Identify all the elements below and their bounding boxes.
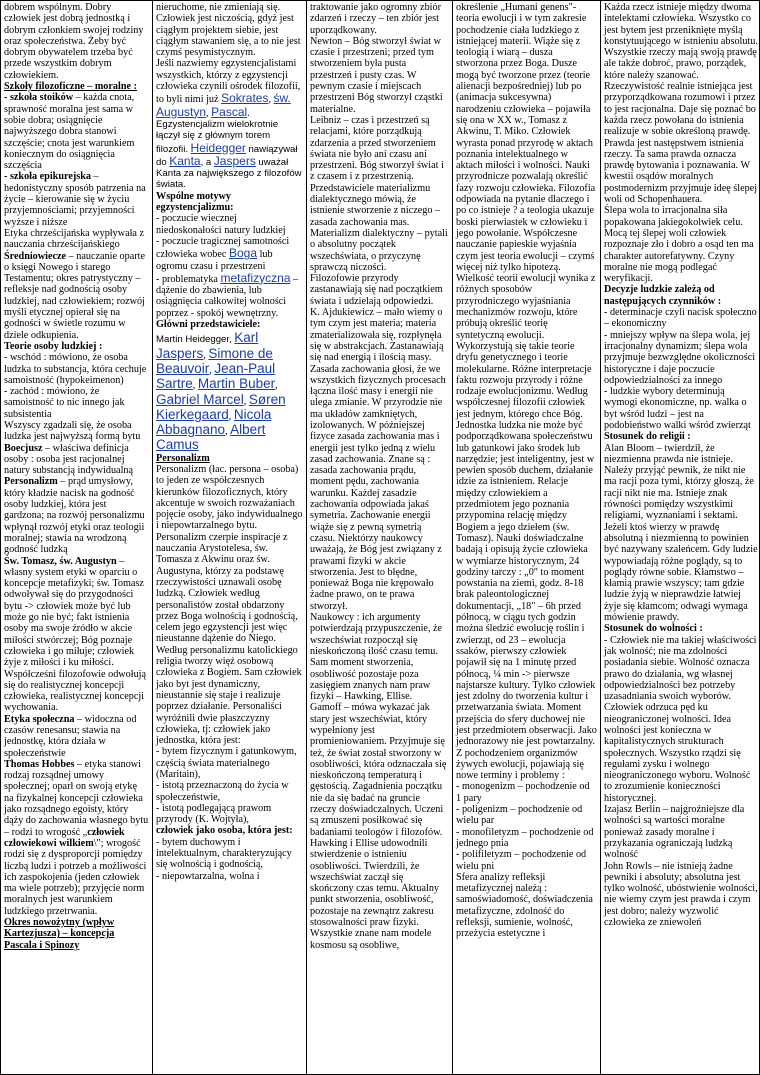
paragraph: Średniowiecze – nauczanie oparte o księgi Nowego i starego Testamentu; okres patrystyczny – refleksje nad godnością osoby ludzkiej, nad człowiekiem; rozwój myśli etycznej opierał się na godności w świetle rozumu w dziele odkupienia.	[4, 250, 145, 341]
column-5	[601, 1, 760, 1074]
paragraph: - ludzkie wybory determinują wymogi ekonomiczne, np. walka o byt wśród ludzi – jest na podobieństwo walki wśród zwierząt	[604, 386, 751, 431]
link-augustyn[interactable]: św. Augustyn	[156, 91, 291, 119]
paragraph: Jeśli nazwiemy egzystencjalistami wszystkich, którzy z egzystencji człowieka czynili ośrodek filozofii, to byli nimi już Sokrates, św. Augustyn, Pascal. Egzystencjalizm wielokrotnie łączył się z głównym torem filozofii. Heidegger nawiązywał do Kanta, a Jaspers uważał Kanta za największego z filozofów świata.	[156, 58, 302, 191]
paragraph: - wschód : mówiono, że osoba ludzka to substancja, która cechuje samoistność (hypokeimenon)	[4, 352, 147, 386]
link-kanta[interactable]: Kanta	[169, 153, 201, 168]
paragraph: Św. Tomasz, św. Augustyn – własny system etyki w oparciu o koncepcje metafizyki; św. Tomasz odwoływał się do przygodności bytu -> człowiek może być lub może go nie być; fakt istnienia osoby ma swoje źródło w akcie miłości stwórczej; Bóg poznaje człowieka i go miłuje; człowiek żyje z miłości i ku miłości.	[4, 555, 144, 669]
paragraph: Rzeczywistość realnie istniejąca jest przyporządkowana rozumowi i przez to jest racjonalna. Daje się poznać bo każda rzecz powołana do istnienia realizuje w sobie określoną prawdę.	[604, 81, 756, 138]
paragraph: Sfera analizy refleksji metafizycznej należą : samoświadomość, doświadczenia metafizyczne, zdolność do refleksji, sumienie, wolność, przeżycia estetyczne i	[456, 871, 593, 940]
link-heidegger[interactable]: Heidegger	[190, 140, 246, 155]
link-marcel[interactable]: Gabriel Marcel	[156, 391, 244, 407]
paragraph-text: – hedonistyczny sposób patrzenia na życie – kierowanie się w życiu przyjemnościami; przyjemności wyższe i niższe	[4, 171, 146, 228]
paragraph: Martin Heidegger, Karl Jaspers, Simone de Beauvoir, Jean-Paul Sartre, Martin Buber, Gabriel Marcel, Søren Kierkegaard, Nicola Abbagnano, Albert Camus	[156, 330, 286, 453]
paragraph: nieruchome, nie zmieniają się. Człowiek jest niczością, gdyż jest ciągłym projektem siebie, jest ciągłym stawaniem się, a to nie jest czymś pesymistycznym.	[156, 2, 301, 59]
link-buber[interactable]: Martin Buber	[197, 376, 276, 392]
paragraph: Newton – Bóg stworzył świat w czasie i przestrzeni; przed tym stworzeniem była pusta przestrzeń i pusty czas. W pewnym czasie i miejscach przestrzeni Bóg stworzył cząstki materialne.	[310, 35, 443, 115]
link-karl-jaspers[interactable]: Karl Jaspers	[156, 330, 259, 361]
paragraph: Gamoff – mówa wykazać jak stary jest wszechświat, który wypełniony jest promieniowaniem. Przyjmuje się też, że świat został stworzony w osobliwości, która odznaczała się nieskończoną temperaturą i gęstością. Zagadnienia początku nie da się badać na gruncie rzeczy doświadczalnych. Uczeni są zmuszeni posiłkować się badaniami teologów i filozofów.	[310, 702, 447, 838]
link-abbagnano[interactable]: Nicola Abbagnano	[156, 406, 272, 438]
paragraph: Każda rzecz istnieje między dwoma intelektami człowieka. Wszystko co jest bytem jest przeniknięte myślą konstytuującego w istnieniu absolutu. Wszystkie rzeczy mają swoją prawdę ale także dobroć, prawo, porządek, które należy szanować.	[604, 2, 758, 81]
paragraph: - zachód : mówiono, że samoistność to nic innego jak subsistentia	[4, 386, 125, 420]
paragraph: - poczucie wiecznej niedoskonałości natury ludzkiej	[156, 213, 286, 236]
paragraph: - Człowiek nie ma takiej właściwości jak wolność; nie ma zdolności posiadania siebie. Wolność oznacza prawo do działania, wg własnej odpowiedzialności bez potrzeby uzasadniania swoich wyborów. Człowiek odrzuca pęd ku nieograniczonej wolności. Idea wolności jest konieczna w kapitalistycznych strukturach społecznych. Wszystko rządzi się regułami zysku i wolnego nieograniczonego wyboru. Wolność to zrozumienie konieczności historycznej.	[604, 634, 757, 804]
paragraph: - polifiletyzm – pochodzenie od wielu pni	[456, 849, 587, 872]
paragraph: Z pochodzeniem organizmów żywych ewolucji, pojawiają się nowe terminy i problemy :	[456, 747, 584, 782]
paragraph: - problematyka metafizyczna – dążenie do zbawienia, lub osiągnięcia całkowitej wolności poprzez - spokój wewnętrzny.	[156, 270, 299, 319]
paragraph: Etyka społeczna – widoczna od czasów renesansu; stawia na jednostkę, która działa w społeczeństwie	[4, 713, 137, 759]
paragraph: Hawking i Ellise udowodnili stwierdzenie o istnieniu osobliwości. Twierdzili, że wszechświat zaczął się skończony czas temu. Aktualny punkt stworzenia, osobliwość, pozostaje na zewnątrz zakresu stosowalności praw fizyki. Wszystkie znane nam modele kosmosu są osobliwe,	[310, 837, 440, 951]
paragraph: Filozofowie przyrody zastanawiają się nad początkiem świata i udzielają odpowiedzi.	[310, 273, 443, 307]
paragraph: - istotą podlegającą prawom przyrody (K. Wojtyła),	[156, 802, 272, 826]
paragraph: John Rowls – nie istnieją żadne pewniki i absoluty; absolutna jest tylko wolność, ubóstwienie wolności, nie wiemy czym jest prawda i czym jest dobro; należy wyzwolić człowieka ze zniewoleń	[604, 860, 758, 929]
paragraph: Thomas Hobbes – etyka stanowi rodzaj rozsądnej umowy społecznej; oparł on swoją etykę na fizykalnej koncepcji człowieka jako rozsądnego egoisty, który dąży do zachowania własnego bytu – rodzi to wrogość „człowiek człowiekowi wilkiem\"; wrogość rodzi się z dysproporcji pomiędzy liczbą ludzi i potrzeb a możliwości ich zaspokojenia (jeden człowiek ma wiele potrzeb); przyjęcie norm moralnych jest warunkiem ludzkiego przetrwania.	[4, 758, 149, 917]
paragraph: - istotą przeznaczoną do życia w społeczeństwie,	[156, 780, 289, 803]
link-jaspers[interactable]: Jaspers	[213, 153, 256, 168]
section-heading: Główni przedstawiciele:	[156, 319, 261, 331]
section-heading: Decyzje ludzkie zależą od następujących czynników :	[604, 284, 722, 307]
paragraph: Personalizm – prąd umysłowy, który kładzie nacisk na godność osoby ludzkiej, która jest gardzona; na rozwój personalizmu wpłynął rozwój etyki oraz teologii moralnej; stawia na wrodzoną godność ludzką	[4, 476, 145, 556]
section-heading: Szkoły filozoficzne – moralne :	[4, 81, 137, 93]
paragraph: Naukowcy : ich argumenty potwierdzają przypuszczenie, że wszechświat rozpoczął się nieskończoną ilość czasu temu. Sam moment stworzenia, osobliwość pozostaje poza zasięgiem znanych nam praw fizyki – Hawking, Ellise.	[310, 612, 443, 703]
link-camus[interactable]: Albert Camus	[156, 422, 266, 453]
link-metafizyczna[interactable]: metafizyczna	[220, 270, 291, 285]
paragraph: - determinacje czyli nacisk społeczno – ekonomiczny	[604, 307, 757, 330]
paragraph: - monofiletyzm – pochodzenie od jednego pnia	[456, 826, 594, 849]
paragraph: - poligenizm – pochodzenie od wielu par	[456, 804, 583, 827]
link-kierkegaard[interactable]: Søren Kierkegaard	[156, 391, 286, 422]
paragraph: - bytem fizycznym i gatunkowym, częścią świata materialnego (Maritain),	[156, 746, 297, 780]
column-4	[453, 1, 601, 1074]
paragraph: - poczucie tragicznej samotności człowieka wobec Boga lub ogromu czasu i przestrzeni	[156, 235, 290, 272]
paragraph: traktowanie jako ogromny zbiór zdarzeń i rzeczy – ten zbiór jest uporządkowany.	[310, 2, 441, 36]
paragraph: - szkoła epikurejska – hedonistyczny sposób patrzenia na życie – kierowanie się w życiu przyjemnościami; przyjemności wyższe i niższe	[4, 171, 146, 228]
paragraph: Leibniz – czas i przestrzeń są relacjami, które porządkują zdarzenia a przed stworzeniem świata nie było ani czasu ani przestrzeni. Bóg stworzył świat i z czasem i z przestrzenią. Przedstawiciele materializmu dialektycznego mówią, że istnienie stworzenie z niczego – zasada zachowania mas.	[310, 114, 444, 228]
paragraph: Alan Bloom – twierdził, że niezmienna prawda nie istnieje. Należy przyjąć pewnik, że nikt nie ma racji poza tymi, którzy głoszą, że racji nikt nie ma. Istnieje znak równości pomiędzy wszystkimi religiami, wyznaniami i sektami. Jeżeli ktoś wierzy w prawdę absolutną i niezmienną to powinien być nazywany szaleńcem. Gdy ludzie wypowiadają różne poglądy, są to poglądy równe sobie. Kłamstwo – kłamią prawie wszyscy; tam gdzie ludzie żyją w nieprawdzie łatwiej żyje się kłamcom; odwagi wymaga mówienie prawdy.	[604, 442, 758, 624]
section-heading: Teorie osoby ludzkiej :	[4, 340, 103, 352]
column-1	[1, 1, 153, 1074]
paragraph: określenie „Humani genens"- teoria ewolucji i w tym zakresie pochodzenie ciała ludzkiego z istniejącej materii. Wiąże się z teologią i wiarą – dusza stworzona przez Boga. Dusze mogą być tworzone przez (teorie alienacji bezpośredniej) lub po (animacja sukcesywna) narodzeniu człowieka – pojawiła się ona w XX w., Tomasz z Akwinu, T. Miko. Człowiek wyrasta ponad przyrodę w aktach poznania intelektualnego w aktach miłości i wolności. Nauki przyrodnicze pozwalają określić fazy rozwoju człowieka. Filozofia odpowiada na pytanie dlaczego i po co istnieje ? a teologia ukazuje boski pierwiastek w człowieku i jego powołanie. Współczesne nauczanie papieskie wyjaśnia czym jest teoria ewolucji – czymś więcej niż tylko hipotezą. Wielkość teorii ewolucji wynika z różnych sposobów przyrodniczego wyjaśniania mechanizmów rozwoju, które próbują określić teorię syntetyczną ewolucji. Wykorzystują się takie teorie dryfu genetycznego i teorie molekularne. Różne interpretacje faktu rozwoju przyrody i różne rodzaje ewolucjonizmu. Według współczesnej filozofii człowiek jest jednym, którego chce Bóg. Jednostka ludzka nie może być podporządkowana społeczeństwu lub gatunkowi jako środek lub narzędzie; jest inteligentny, jest w pewien sposób duchem, działanie idzie za istnieniem. Relacje między człowiekiem a przedmiotem jego poznania przypomina relację między Bogiem a jego dziełem (św. Tomasz). Nauki doświadczalne badają i opisują życie człowieka w wymiarze historycznym, 24 godziny tarczy : „0" to moment powstania na ziemi, godz. 8-18 brak paleontologicznej dokumentacji, „18" – 6h przed północą, w ciągu tych godzin można śledzić ewolucję roślin i zwierząt, od 23 – ewolucja ssaków, pierwszy człowiek pojawił się na 1 minutę przed północą, ¼ min -> pierwsze najstarsze kultury. Tylko człowiek jest zdolny do tworzenia kultur i przetwarzania świata. Moment przejścia do sfery duchowej nie jest przedmiotem obserwacji. Jako jednorazowy nie jest powtarzalny.	[456, 2, 597, 748]
paragraph: Personalizm (łac. persona – osoba) to jeden ze współczesnych kierunków filozoficznych, który akcentuje w swoich rozważaniach pojęcie osoby, jako indywidualnego i niepowtarzalnego bytu. Personalizm czerpie inspiracje z nauczania Arystotelesa, św. Tomasza z Akwinu oraz św. Augustyna, którzy za podstawę rzeczywistości uznawali osobę ludzką. Człowiek według personalistów został obdarzony przez Boga wolnością i godnością, celem jego egzystencji jest więc nieustanne dążenie do Niego. Według personalizmu katolickiego religia tworzy więź osobową człowieka z Bogiem. Sam człowiek jako byt jest dynamiczny, nieustannie się staje i realizuje poprzez działanie. Personaliści wyróżnili dwie płaszczyzny człowieka, tj: człowiek jako jednostka, która jest:	[156, 463, 303, 747]
section-heading: Okres nowożytny (wpływ Kartezjusza) – koncepcja Pascala i Spinozy	[4, 917, 115, 951]
paragraph: K. Ajdukiewicz – mało wiemy o tym czym jest materia; materia zmaterializowała się, rozpłynęła się w abstrakcjach. Zastanawiają się nad energią i ilością masy. Zasada zachowania głosi, że we wszystkich fizycznych procesach łączna ilość masy i energii nie ulega zmianie. W przyrodzie nie ma układów zamkniętych, izolowanych. W późniejszej fizyce zasada zachowania mas i energii jest tylko jedną z wielu zasad zachowania. Znane są : zasada zachowania prądu, moment pędu, zachowania warunku. Każdej zasadzie zachowania odpowiada jakaś symetria. Zachowanie energii wiąże się z pewną symetrią czasu. Niektórzy naukowcy uważają, że Bóg jest związany z prawami fizyki w akcie stworzenia. Jest to błędne, ponieważ Boga nie krępowało żadne prawo, on te prawa stworzył.	[310, 307, 446, 612]
paragraph: Boecjusz – właściwa definicja osoby : osoba jest racjonalnej natury substancją indywidualną	[4, 442, 134, 477]
section-heading: Personalizm	[156, 452, 210, 464]
link-sokrates[interactable]: Sokrates	[221, 91, 269, 106]
link-beauvoir[interactable]: Simone de Beauvoir	[156, 345, 273, 376]
link-pascal[interactable]: Pascal	[211, 104, 248, 119]
paragraph: Prawda jest następstwem istnienia rzeczy. Ta sama prawda oznacza prawdę bytowania i poznawania. W kwestii osądów moralnych postmodernizm przyjmuje ideę ślepej woli od Schopenhauera.	[604, 137, 758, 206]
section-heading: człowiek jako osoba, która jest:	[156, 825, 293, 837]
column-3	[307, 1, 453, 1074]
paragraph: - bytem duchowym i intelektualnym, charakteryzujący się wolnością i godnością,	[156, 836, 292, 871]
paragraph: Ślepa wola to irracjonalna siła popakowana jakiegokolwiek celu. Mocą tej ślepej woli człowiek rozpoznaje zło i dobro a osąd ten ma charakter autorefatywny. Czyny moralne nie mogą podlegać weryfikacji.	[604, 205, 754, 285]
paragraph: dobrem wspólnym. Dobry człowiek jest dobrą jednostką i dobrym członkiem swojej rodziny oraz społeczeństwa. Żeby być dobrym obywatelem trzeba być przede wszystkim dobrym człowiekiem.	[4, 2, 144, 81]
link-boga[interactable]: Boga	[228, 246, 258, 261]
paragraph: Etyka chrześcijańska wypływała z nauczania chrześcijańskiego	[4, 227, 145, 251]
paragraph: - monogenizm – pochodzenie od 1 pary	[456, 781, 590, 804]
section-heading: Stosunek do religii :	[604, 431, 691, 443]
paragraph-text: – każda cnota, sprawność moralna jest sama w sobie dobra; osiągnięcie najwyższego dobra stanowi szczęście; cnota jest warunkiem koniecznym do osiągnięcia szczęścia	[4, 92, 135, 172]
link-sartre[interactable]: Jean-Paul Sartre	[156, 360, 276, 392]
paragraph: Izajasz Berlin – najgroźniejsze dla wolności są wartości moralne ponieważ zasady moralne i przykazania ograniczają ludzką wolność	[604, 804, 745, 861]
section-heading: Wspólne motywy egzystencjalizmu:	[156, 190, 234, 214]
paragraph: Współcześni filozofowie odwołują się do realistycznej koncepcji człowieka, realistycznej koncepcji wychowania.	[4, 668, 147, 714]
section-heading: Stosunek do wolności :	[604, 623, 703, 635]
paragraph: Wszyscy zgadzali się, że osoba ludzka jest najwyższą formą bytu	[4, 419, 141, 443]
paragraph: - szkoła stoików – każda cnota, sprawność moralna jest sama w sobie dobra; osiągnięcie najwyższego dobra stanowi szczęście; cnota jest warunkiem koniecznym do osiągnięcia szczęścia	[4, 92, 135, 172]
paragraph: - niepowtarzalna, wolna i	[156, 870, 260, 882]
paragraph: - mniejszy wpływ na ślepa wola, jej irracjonalny dynamizm; ślepa wola przyjmuje bezwzględne okoliczności historyczne i daje poczucie odpowiedzialności za innego	[604, 329, 756, 386]
column-2	[153, 1, 307, 1074]
paragraph: Materializm dialektyczny – pytali o absolutny początek wszechświata, o przyczynę sprawczą niczości.	[310, 227, 448, 273]
